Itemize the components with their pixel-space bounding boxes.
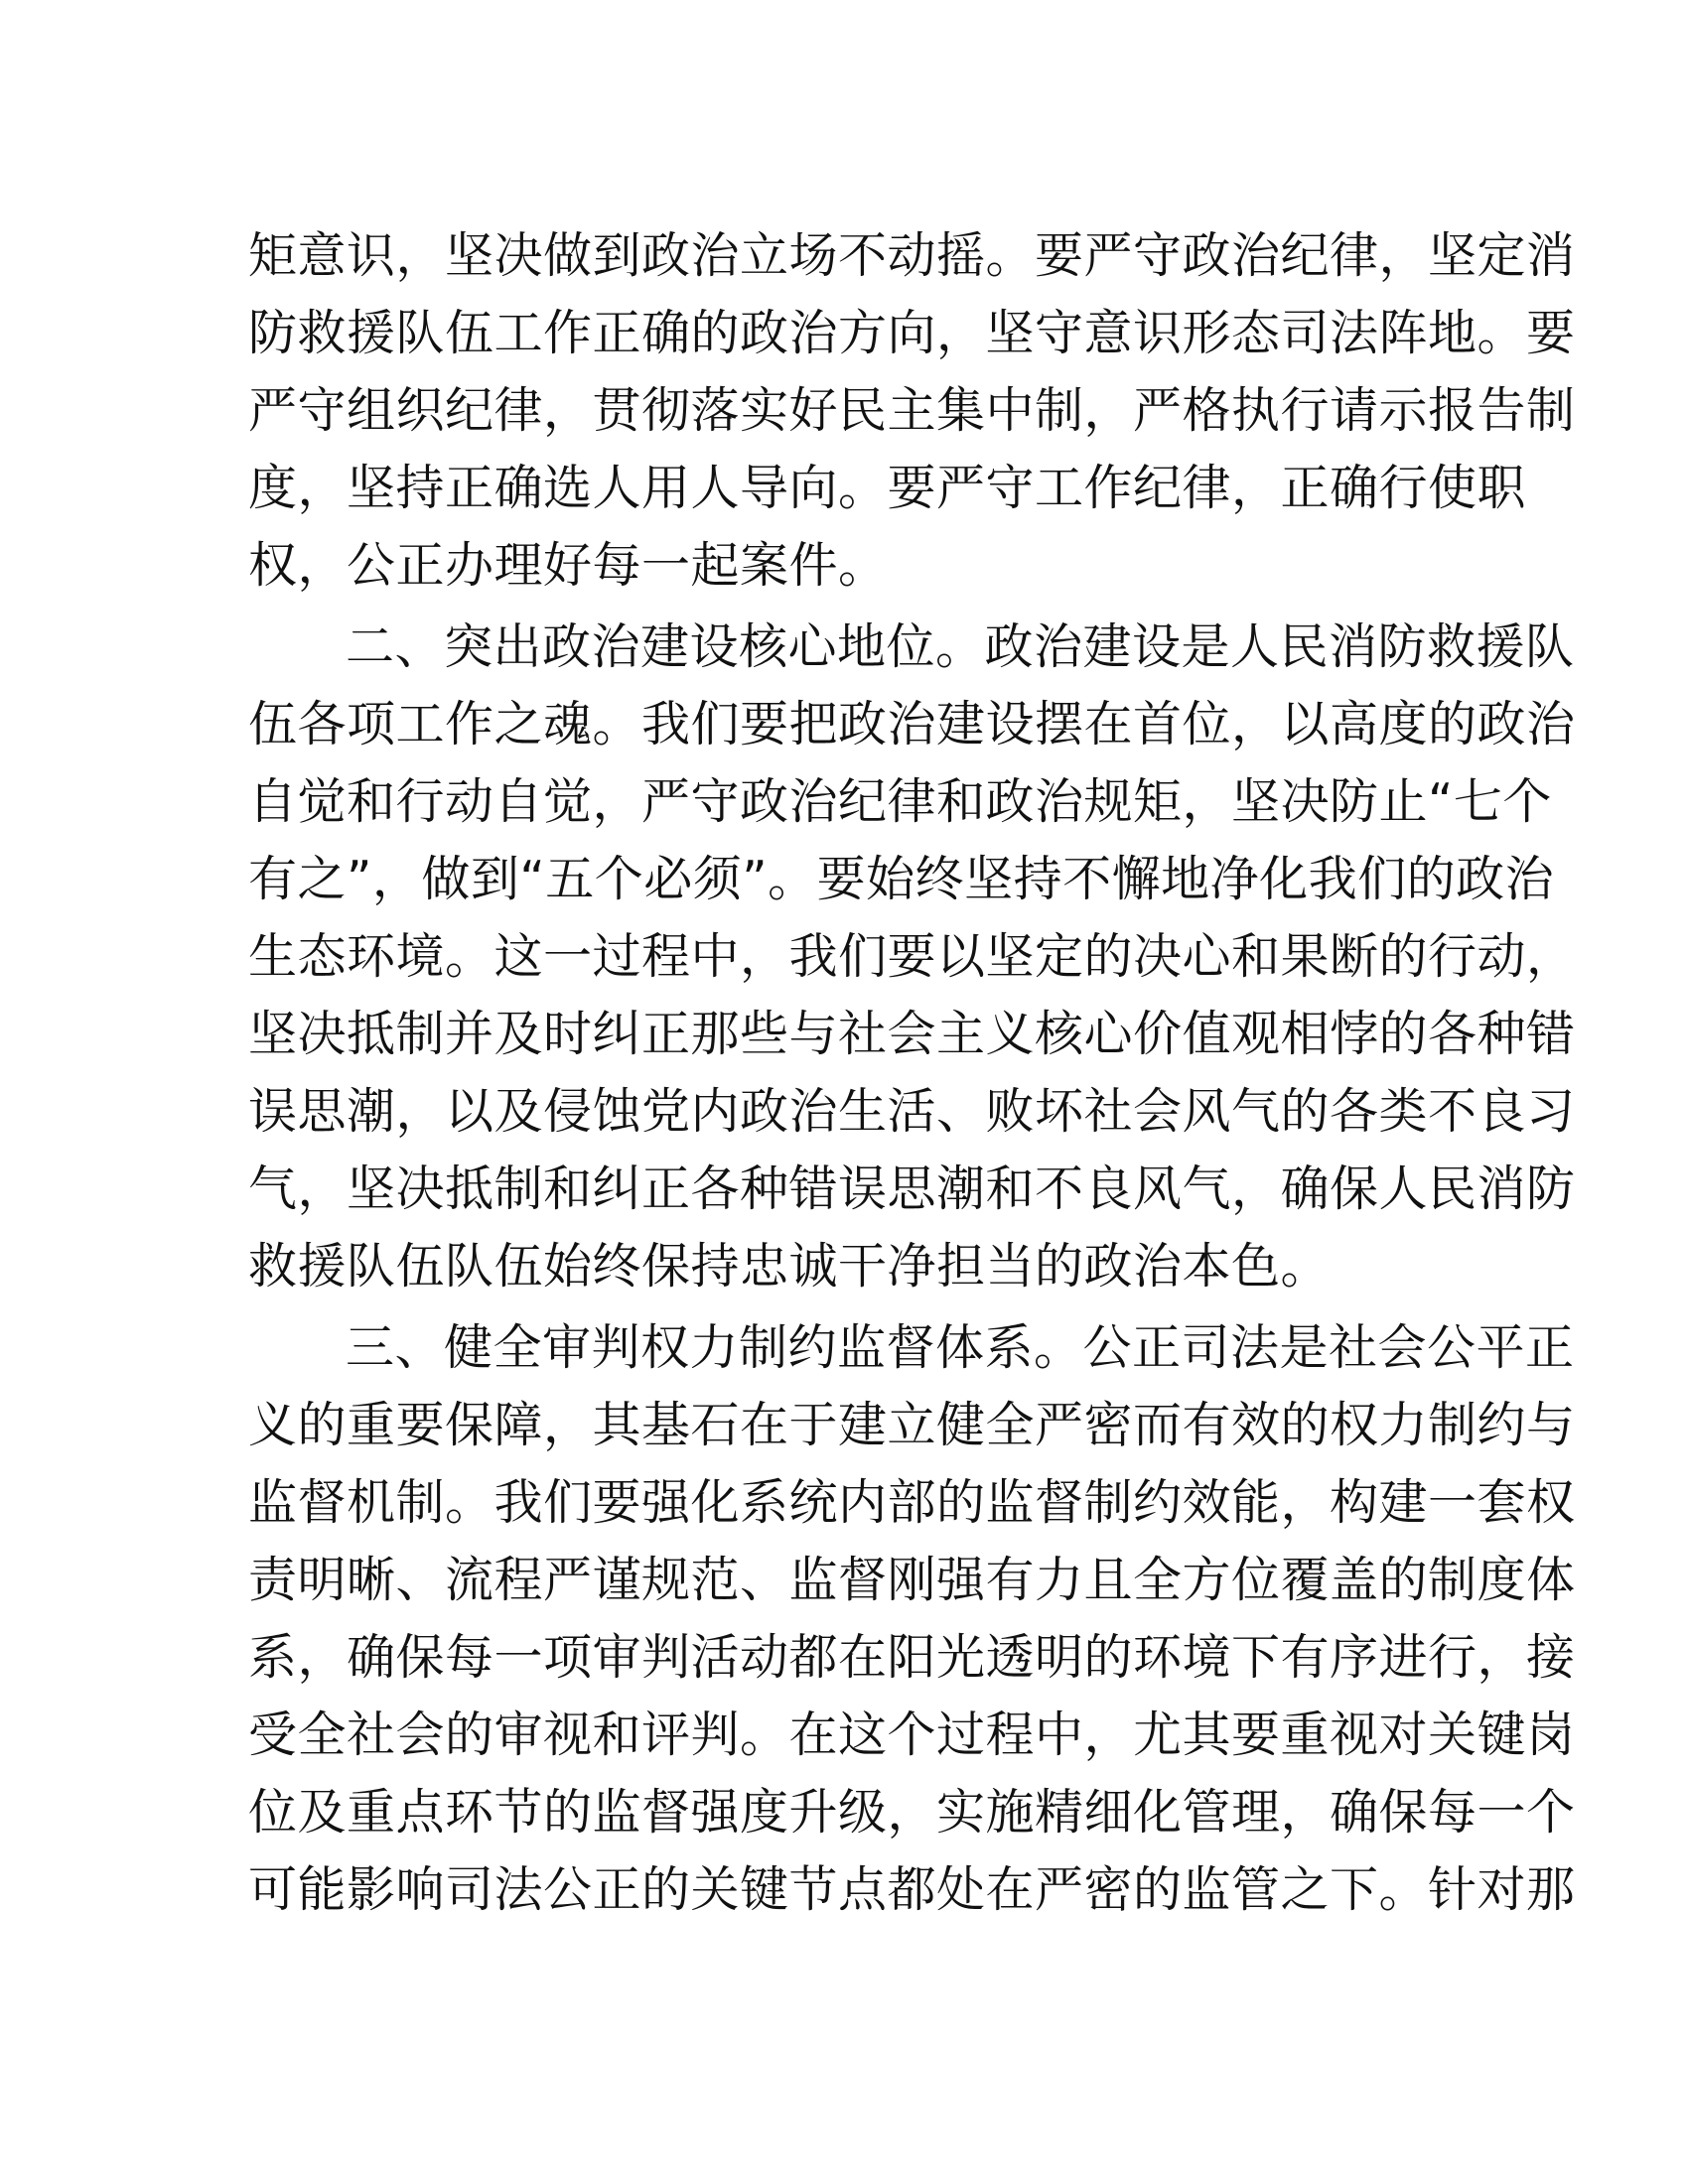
text-line: 权，公正办理好每一起案件。 xyxy=(248,537,888,594)
text-line: 责明晰、流程严谨规范、监督刚强有力且全方位覆盖的制度体 xyxy=(248,1552,1576,1608)
text-line: 位及重点环节的监督强度升级，实施精细化管理，确保每一个 xyxy=(248,1784,1576,1841)
text-line: 系，确保每一项审判活动都在阳光透明的环境下有序进行，接 xyxy=(248,1629,1576,1686)
text-line: 自觉和行动自觉，严守政治纪律和政治规矩，坚决防止“七个 xyxy=(248,773,1552,830)
text-line: 误思潮，以及侵蚀党内政治生活、败坏社会风气的各类不良习 xyxy=(248,1083,1576,1140)
text-line: 三、健全审判权力制约监督体系。公正司法是社会公平正 xyxy=(346,1319,1575,1376)
text-line: 生态环境。这一过程中，我们要以坚定的决心和果断的行动， xyxy=(248,928,1576,985)
text-line: 气，坚决抵制和纠正各种错误思潮和不良风气，确保人民消防 xyxy=(248,1160,1576,1217)
text-line: 救援队伍队伍始终保持忠诚干净担当的政治本色。 xyxy=(248,1238,1331,1295)
text-line: 度，坚持正确选人用人导向。要严守工作纪律，正确行使职 xyxy=(248,460,1527,516)
text-line: 义的重要保障，其基石在于建立健全严密而有效的权力制约与 xyxy=(248,1397,1576,1453)
text-line: 有之”，做到“五个必须”。要始终坚持不懈地净化我们的政治 xyxy=(248,851,1555,907)
text-line: 严守组织纪律，贯彻落实好民主集中制，严格执行请示报告制 xyxy=(248,382,1576,439)
text-line: 受全社会的审视和评判。在这个过程中，尤其要重视对关键岗 xyxy=(248,1706,1576,1763)
text-line: 防救援队伍工作正确的政治方向，坚守意识形态司法阵地。要 xyxy=(248,305,1576,361)
text-line: 监督机制。我们要强化系统内部的监督制约效能，构建一套权 xyxy=(248,1474,1576,1531)
text-line: 伍各项工作之魂。我们要把政治建设摆在首位，以高度的政治 xyxy=(248,696,1576,752)
text-line: 坚决抵制并及时纠正那些与社会主义核心价值观相悖的各种错 xyxy=(248,1006,1576,1062)
text-line: 矩意识，坚决做到政治立场不动摇。要严守政治纪律，坚定消 xyxy=(248,227,1576,284)
text-line: 二、突出政治建设核心地位。政治建设是人民消防救援队 xyxy=(346,618,1575,675)
text-line: 可能影响司法公正的关键节点都处在严密的监管之下。针对那 xyxy=(248,1861,1576,1918)
